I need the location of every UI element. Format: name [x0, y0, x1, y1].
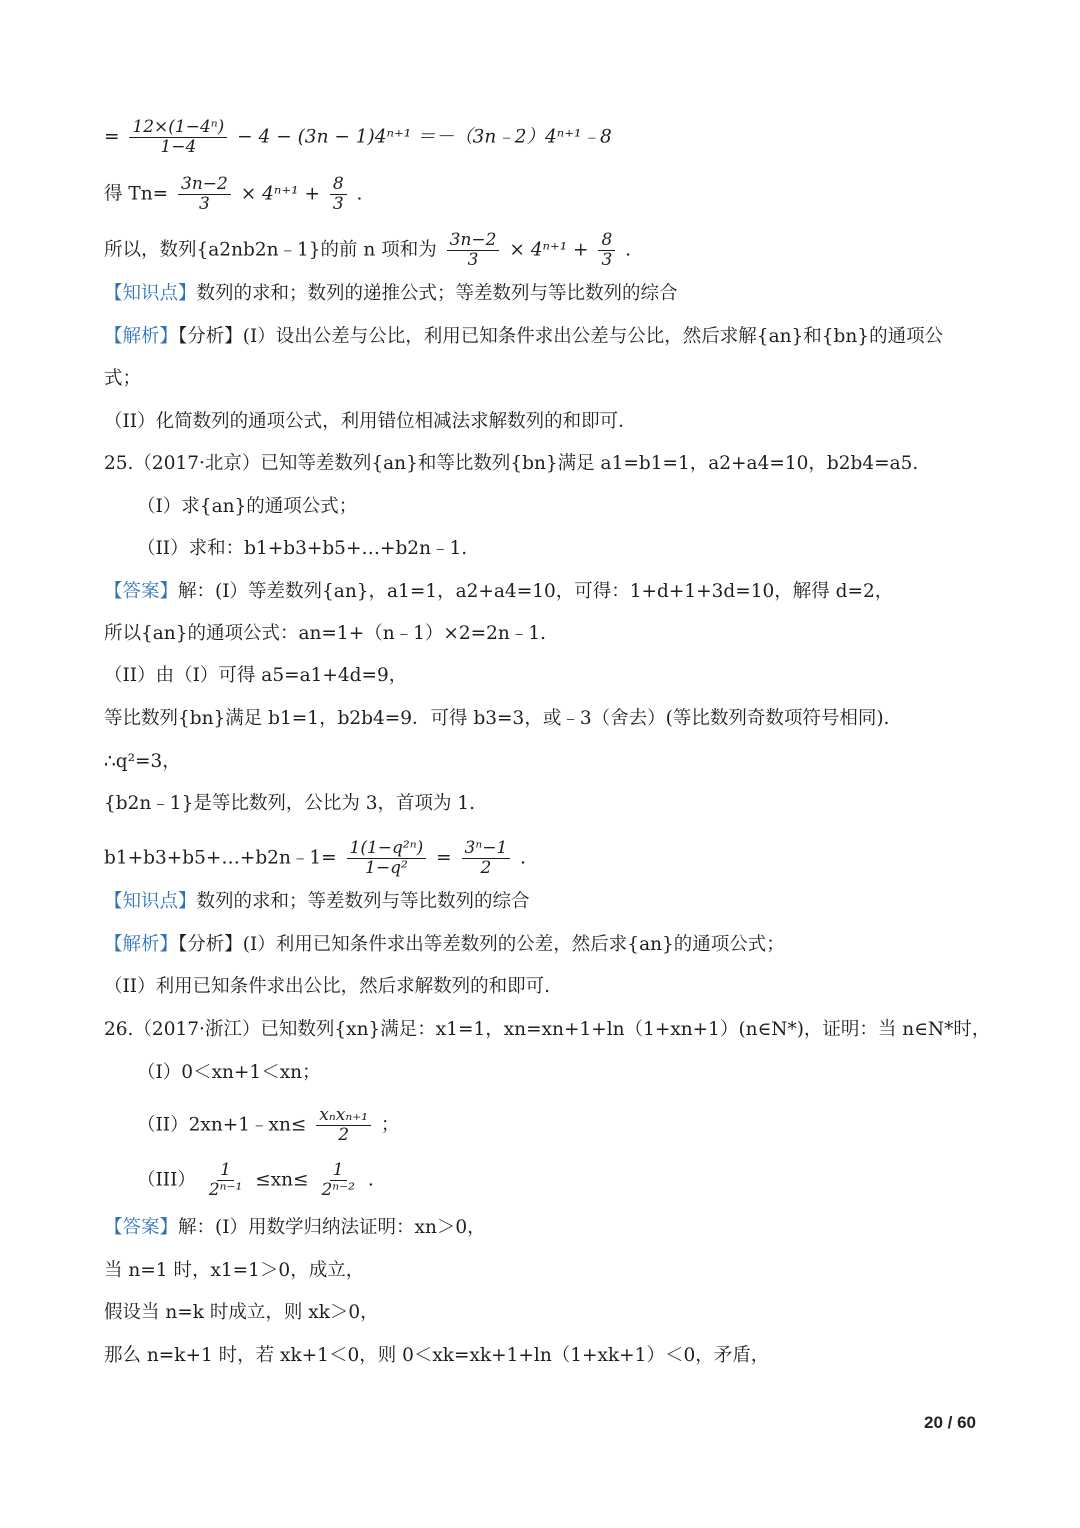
fraction — [129, 118, 227, 157]
text: . — [619, 239, 632, 261]
text: . — [361, 1169, 374, 1191]
text: {b2n﹣1}是等比数列，公比为 3，首项为 1. — [104, 793, 476, 814]
text: × 4ⁿ⁺¹ + — [234, 183, 326, 205]
text: 所以，数列{a2nb2n﹣1}的前 n 项和为 — [104, 239, 443, 261]
numerator: xₙxₙ₊₁ — [316, 1106, 371, 1126]
text: . — [514, 847, 527, 869]
text: 等比数列{bn}满足 b1=1，b2b4=9．可得 b3=3，或﹣3（舍去）(等比数列奇数项符号相同). — [104, 708, 890, 729]
answer-line — [104, 1215, 486, 1241]
denominator: 2ⁿ⁻² — [321, 1180, 355, 1200]
denominator: 2 — [338, 1125, 350, 1145]
numerator: 3n−2 — [447, 231, 500, 251]
text: 解：(I）用数学归纳法证明：xn＞0， — [178, 1217, 486, 1238]
equation-line — [104, 231, 631, 270]
numerator: 12×(1−4ⁿ) — [129, 118, 227, 138]
tag-label: 【答案】 — [104, 1217, 179, 1238]
fraction — [598, 231, 615, 270]
text: 那么 n=k+1 时，若 xk+1＜0，则 0＜xk=xk+1+ln（1+xk+1）＜0，矛盾， — [104, 1345, 770, 1366]
denominator: 1−4 — [160, 137, 197, 157]
knowledge-point-line — [104, 281, 678, 307]
text: 【分析】(I）设出公差与公比，利用已知条件求出公差与公比，然后求解{an}和{bn}的通项公 — [178, 326, 944, 347]
denominator: 1−q² — [365, 858, 408, 878]
sub-question — [137, 1161, 374, 1200]
text-line — [104, 749, 181, 775]
problem-heading — [104, 451, 918, 477]
text: × 4ⁿ⁺¹ + — [503, 239, 595, 261]
numerator: 1 — [217, 1161, 234, 1181]
text: （II）化简数列的通项公式，利用错位相减法求解数列的和即可． — [104, 411, 637, 432]
equation-line — [104, 175, 362, 214]
numerator: 8 — [598, 231, 615, 251]
equation-line — [104, 839, 526, 878]
denominator: 3 — [199, 194, 210, 214]
text-line — [104, 663, 407, 689]
text: 所以{an}的通项公式：an=1+（n﹣1）×2=2n﹣1. — [104, 623, 546, 644]
numerator: 3n−2 — [178, 175, 231, 195]
denominator: 3 — [601, 250, 613, 270]
numerator: 8 — [330, 175, 347, 195]
text: （I）0＜xn+1＜xn； — [137, 1062, 321, 1083]
text: 假设当 n=k 时成立，则 xk＞0， — [104, 1302, 379, 1323]
denominator: 2ⁿ⁻¹ — [208, 1180, 243, 1200]
fraction — [178, 175, 231, 214]
fraction — [347, 839, 427, 878]
text: 26.（2017·浙江）已知数列{xn}满足：x1=1，xn=xn+1+ln（1+xn+1）(n∈N*)，证明：当 n∈N*时， — [104, 1019, 991, 1040]
text-line — [104, 974, 550, 1000]
text: （I）求{an}的通项公式； — [137, 496, 358, 517]
text-line — [104, 1258, 364, 1284]
text: （II）2xn+1﹣xn≤ — [137, 1114, 313, 1136]
text-line — [104, 366, 141, 392]
text: 25.（2017·北京）已知等差数列{an}和等比数列{bn}满足 a1=b1=1，a2+a4=10，b2b4=a5. — [104, 453, 919, 474]
knowledge-point-line — [104, 889, 530, 915]
problem-heading — [104, 1017, 990, 1043]
tag-label: 【解析】 — [104, 934, 179, 955]
denominator: 3 — [332, 194, 344, 214]
numerator: 1 — [330, 1161, 347, 1181]
text: 解：(I）等差数列{an}，a1=1，a2+a4=10，可得：1+d+1+3d=10，解得 d=2， — [178, 581, 894, 602]
fraction — [318, 1161, 358, 1200]
tag-label: 【答案】 — [104, 581, 179, 602]
text: ∴q²=3， — [104, 751, 181, 772]
page-number: 20 / 60 — [924, 1413, 976, 1432]
fraction — [462, 839, 511, 878]
sub-question — [137, 1106, 399, 1145]
sub-question — [137, 536, 467, 562]
equation-line — [104, 118, 612, 157]
answer-line — [104, 579, 893, 605]
text: 当 n=1 时，x1=1＞0，成立， — [104, 1260, 365, 1281]
text: . — [350, 183, 363, 205]
text-line — [104, 1343, 769, 1369]
sub-question — [137, 494, 357, 520]
text: ≤xn≤ — [249, 1169, 315, 1191]
text-line — [104, 621, 546, 647]
analysis-line — [104, 324, 943, 350]
text: = — [430, 847, 458, 869]
text: = — [104, 126, 126, 148]
text: ； — [375, 1114, 400, 1136]
text: （III） — [137, 1169, 202, 1191]
text-line — [104, 1300, 379, 1326]
text: 式； — [104, 368, 142, 389]
numerator: 1(1−q²ⁿ) — [347, 839, 427, 859]
text: （II）利用已知条件求出公比，然后求解数列的和即可. — [104, 976, 550, 997]
text: 得 Tn= — [104, 183, 175, 205]
text: （II）求和：b1+b3+b5+…+b2n﹣1. — [137, 538, 468, 559]
sub-question — [137, 1060, 321, 1086]
denominator: 2 — [480, 858, 492, 878]
fraction — [206, 1161, 246, 1200]
fraction — [447, 231, 500, 270]
text: 数列的求和；数列的递推公式；等差数列与等比数列的综合 — [196, 283, 678, 304]
numerator: 3ⁿ−1 — [462, 839, 511, 859]
text: b1+b3+b5+…+b2n﹣1= — [104, 847, 343, 869]
text-line — [104, 409, 637, 435]
analysis-line — [104, 932, 785, 958]
tag-label: 【知识点】 — [104, 891, 197, 912]
denominator: 3 — [467, 250, 479, 270]
text: − 4 − (3n − 1)4ⁿ⁺¹ ＝－（3n﹣2）4ⁿ⁺¹﹣8 — [231, 126, 612, 148]
text: 数列的求和；等差数列与等比数列的综合 — [196, 891, 530, 912]
text-line — [104, 706, 889, 732]
fraction — [330, 175, 347, 214]
text: （II）由（I）可得 a5=a1+4d=9， — [104, 665, 408, 686]
tag-label: 【解析】 — [104, 326, 179, 347]
fraction — [316, 1106, 371, 1145]
text-line — [104, 791, 475, 817]
tag-label: 【知识点】 — [104, 283, 197, 304]
text: 【分析】(I）利用已知条件求出等差数列的公差，然后求{an}的通项公式； — [178, 934, 785, 955]
